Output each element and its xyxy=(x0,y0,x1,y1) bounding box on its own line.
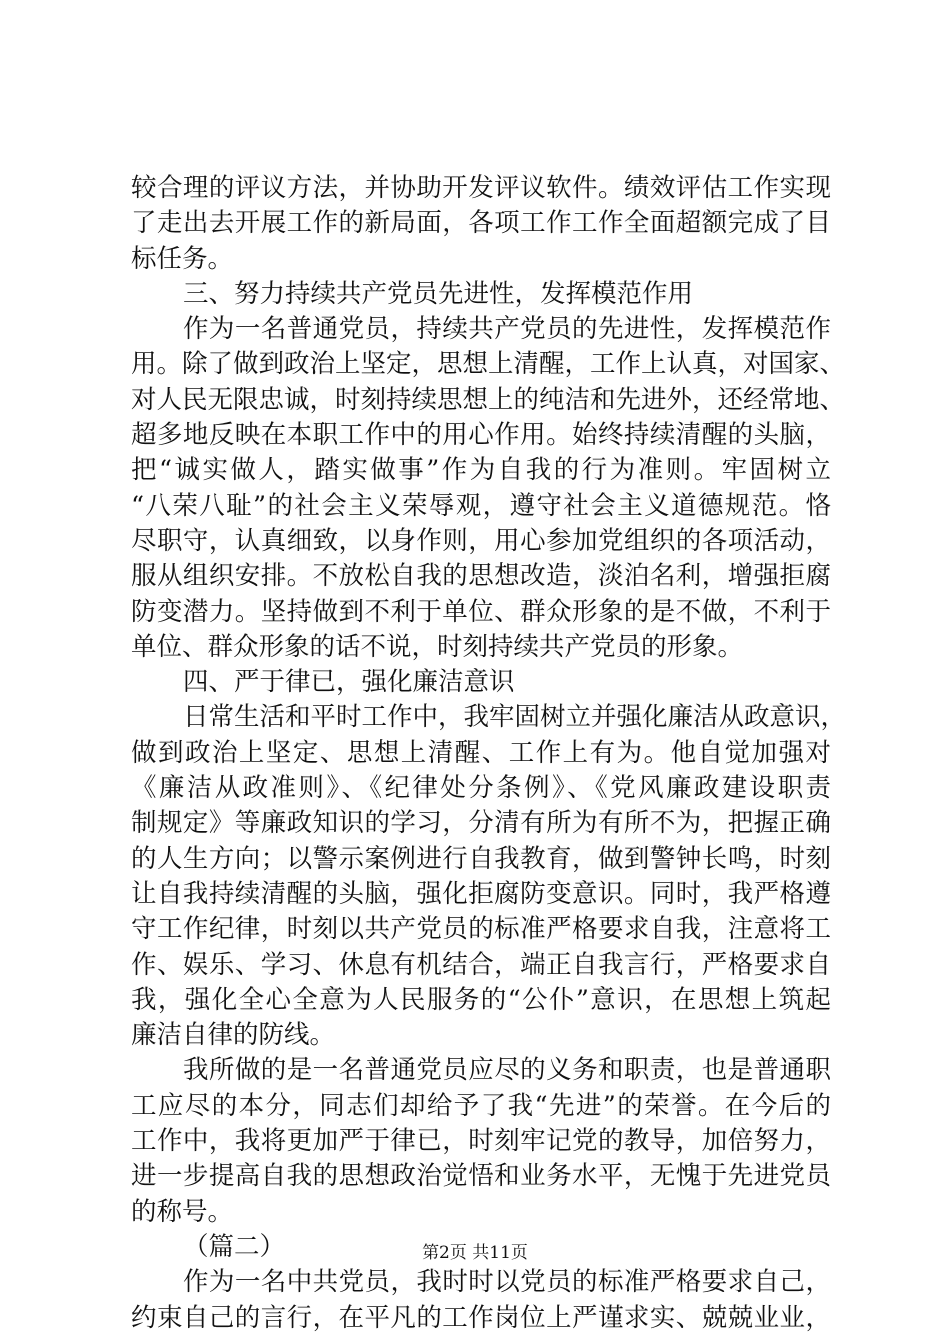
text-line: 较合理的评议方法，并协助开发评议软件。绩效评估工作实现 xyxy=(131,173,831,203)
text-line: 用。除了做到政治上坚定，思想上清醒，工作上认真，对国家、 xyxy=(131,349,846,380)
text-line: 廉洁自律的防线。 xyxy=(131,1020,336,1051)
text-line: 标任务。 xyxy=(131,243,234,274)
document-body xyxy=(131,171,847,1336)
text-line: 尽职守，认真细致，以身作则，用心参加党组织的各项活动， xyxy=(131,525,831,556)
text-line: 作为一名普通党员，持续共产党员的先进性，发挥模范作 xyxy=(183,314,831,345)
text-line: 四、严于律已，强化廉洁意识 xyxy=(183,667,515,698)
text-line: 单位、群众形象的话不说，时刻持续共产党员的形象。 xyxy=(131,631,744,662)
text-line: 我所做的是一名普通党员应尽的义务和职责，也是普通职 xyxy=(183,1055,831,1086)
text-line: 防变潜力。坚持做到不利于单位、群众形象的是不做，不利于 xyxy=(131,596,831,627)
page-footer: 第2页 共11页 xyxy=(422,1243,528,1263)
text-line: 把“诚实做人，踏实做事”作为自我的行为准则。牢固树立 xyxy=(131,455,831,486)
text-line: 作、娱乐、学习、休息有机结合，端正自我言行，严格要求自 xyxy=(131,949,831,980)
text-line: 的称号。 xyxy=(131,1196,234,1227)
text-line: 《廉洁从政准则》、《纪律处分条例》、《党风廉政建设职责 xyxy=(131,773,831,804)
text-line: 制规定》等廉政知识的学习，分清有所为有所不为，把握正确 xyxy=(131,808,831,839)
text-line: 工应尽的本分，同志们却给予了我“先进”的荣誉。在今后的 xyxy=(131,1090,831,1121)
text-line: 作为一名中共党员，我时时以党员的标准严格要求自己， xyxy=(183,1267,831,1298)
text-line: 的人生方向；以警示案例进行自我教育，做到警钟长鸣，时刻 xyxy=(131,843,831,874)
text-line: 守工作纪律，时刻以共产党员的标准严格要求自我，注意将工 xyxy=(131,914,831,945)
text-line: 了走出去开展工作的新局面，各项工作工作全面超额完成了目 xyxy=(131,208,831,239)
text-line: 三、努力持续共产党员先进性，发挥模范作用 xyxy=(183,278,694,309)
text-line: 日常生活和平时工作中，我牢固树立并强化廉洁从政意识， xyxy=(183,702,847,733)
text-line: 服从组织安排。不放松自我的思想改造，淡泊名利，增强拒腐 xyxy=(131,561,831,592)
text-line: 做到政治上坚定、思想上清醒、工作上有为。他自觉加强对 xyxy=(131,737,831,768)
text-line: 让自我持续清醒的头脑，强化拒腐防变意识。同时，我严格遵 xyxy=(131,878,831,909)
text-line: “八荣八耻”的社会主义荣辱观，遵守社会主义道德规范。恪 xyxy=(131,490,831,521)
text-line: 约束自己的言行，在平凡的工作岗位上严谨求实、兢兢业业， xyxy=(131,1302,831,1333)
text-line: 对人民无限忠诚，时刻持续思想上的纯洁和先进外，还经常地、 xyxy=(131,384,846,415)
text-line: 超多地反映在本职工作中的用心作用。始终持续清醒的头脑， xyxy=(131,420,831,451)
text-line: 我，强化全心全意为人民服务的“公仆”意识，在思想上筑起 xyxy=(131,984,831,1015)
text-line: 工作中，我将更加严于律已，时刻牢记党的教导，加倍努力， xyxy=(131,1126,831,1157)
text-line: （篇二） xyxy=(183,1231,286,1262)
text-line: 进一步提高自我的思想政治觉悟和业务水平，无愧于先进党员 xyxy=(131,1161,831,1192)
